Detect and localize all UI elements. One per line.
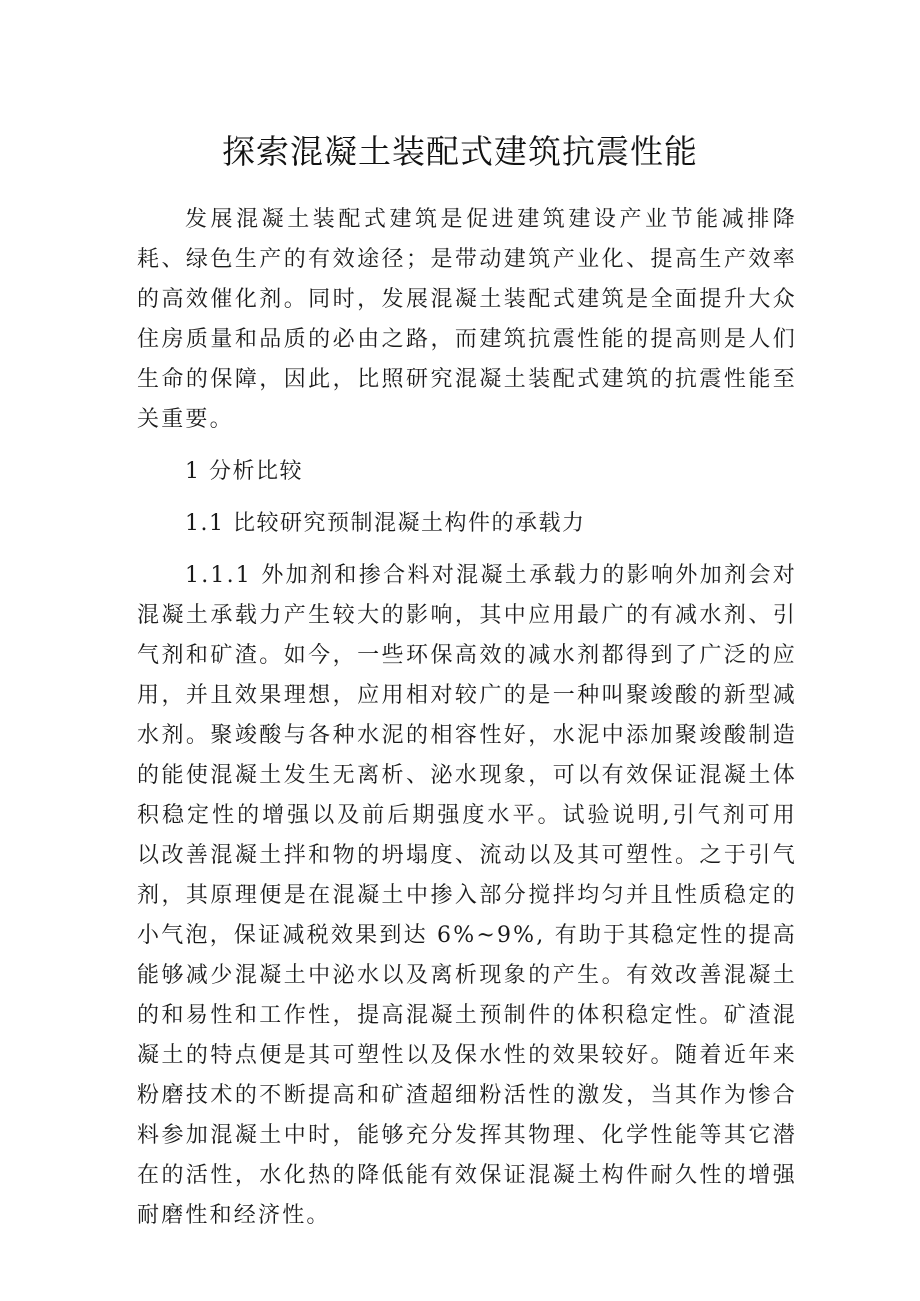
section-heading-1-1: 1.1 比较研究预制混凝土构件的承载力 <box>185 511 586 536</box>
document-body <box>137 200 797 1236</box>
intro-paragraph: 发展混凝土装配式建筑是促进建筑建设产业节能减排降耗、绿色生产的有效途径；是带动建筑产业化、提高生产效率的高效催化剂。同时，发展混凝土装配式建筑是全面提升大众住房质量和品质的必由之路，而建筑抗震性能的提高则是人们生命的保障，因此，比照研究混凝土装配式建筑的抗震性能至关重要。 <box>137 207 797 432</box>
section-heading-1: 1 分析比较 <box>185 459 303 484</box>
paragraph-1-1-1: 1.1.1 外加剂和掺合料对混凝土承载力的影响外加剂会对混凝土承载力产生较大的影响，其中应用最广的有减水剂、引气剂和矿渣。如今，一些环保高效的减水剂都得到了广泛的应用，并且效果理想，应用相对较广的是一种叫聚竣酸的新型减水剂。聚竣酸与各种水泥的相容性好，水泥中添加聚竣酸制造的能使混凝土发生无离析、泌水现象，可以有效保证混凝土体积稳定性的增强以及前后期强度水平。试验说明,引气剂可用以改善混凝土拌和物的坍塌度、流动以及其可塑性。之于引气剂，其原理便是在混凝土中掺入部分搅拌均匀并且性质稳定的小气泡，保证减税效果到达 6%~9%, 有助于其稳定性的提高能够减少混凝土中泌水以及离析现象的产生。有效改善混凝土的和易性和工作性，提高混凝土预制件的体积稳定性。矿渣混凝土的特点便是其可塑性以及保水性的效果较好。随着近年来粉磨技术的不断提高和矿渣超细粉活性的激发，当其作为惨合料参加混凝土中时，能够充分发挥其物理、化学性能等其它潜在的活性，水化热的降低能有效保证混凝土构件耐久性的增强耐磨性和经济性。 <box>137 563 797 1228</box>
document-title: 探索混凝土装配式建筑抗震性能 <box>222 132 698 171</box>
